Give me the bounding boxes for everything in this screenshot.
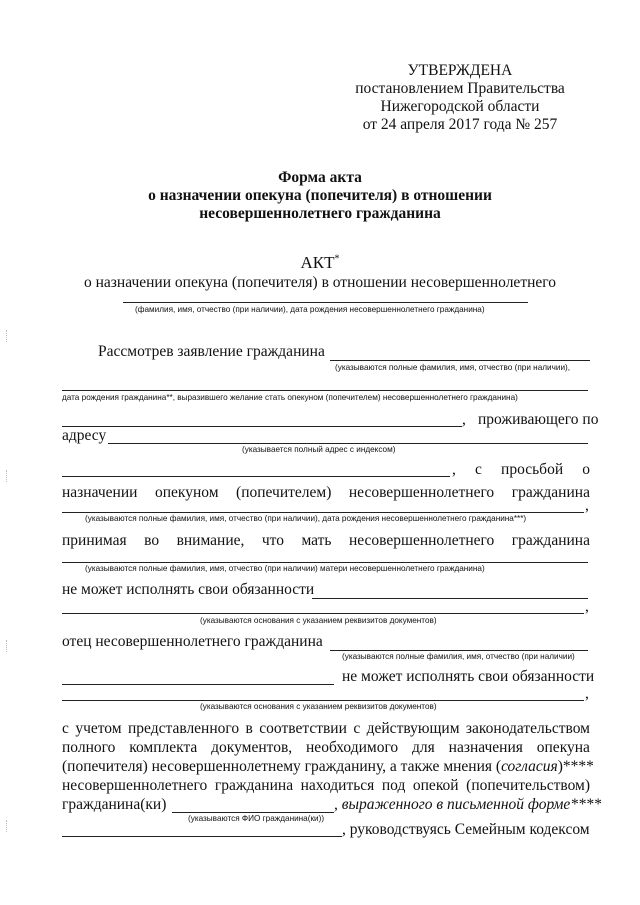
approval-line: от 24 апреля 2017 года № 257 <box>362 116 558 133</box>
word: комплекта <box>129 739 198 756</box>
body-line <box>62 532 590 550</box>
fill-line <box>62 684 334 685</box>
approval-line: Нижегородской области <box>380 98 540 115</box>
word: назначении <box>62 484 138 501</box>
hint-text: (указываются ФИО гражданина(ки)) <box>188 814 325 823</box>
word: о <box>582 461 590 478</box>
fill-line <box>62 613 584 614</box>
word: внимание, <box>176 532 245 549</box>
fill-line <box>330 360 590 361</box>
word: просьбой <box>501 461 564 478</box>
fill-line <box>62 390 588 391</box>
word: гражданина <box>214 777 294 794</box>
word: несовершеннолетнего <box>348 484 495 501</box>
act-heading <box>0 253 640 273</box>
body-text: проживающего по <box>478 411 599 428</box>
body-line <box>62 739 590 757</box>
hint-text: (указываются полные фамилия, имя, отчество (при наличии), <box>335 363 571 372</box>
word: необходимого <box>306 739 399 756</box>
act-heading-text: АКТ <box>300 253 335 272</box>
margin-mark <box>6 470 11 482</box>
hint-text: (указываются полные фамилия, имя, отчество (при наличии) <box>342 652 575 661</box>
fill-line <box>312 598 588 599</box>
form-title: несовершеннолетнего гражданина <box>199 205 441 222</box>
body-text: гражданина(ки) <box>62 796 167 813</box>
body-line <box>62 720 590 738</box>
word: представленного <box>128 720 240 737</box>
word: находиться <box>300 777 375 794</box>
word: несовершеннолетнего <box>348 532 495 549</box>
word: полного <box>62 739 116 756</box>
fill-line <box>62 562 588 563</box>
fill-line <box>172 812 334 813</box>
hint-text: (указываются полные фамилия, имя, отчество (при наличии), дата рождения несовершеннолетнего гражданина***) <box>85 514 527 523</box>
word: действующим <box>366 720 460 737</box>
body-text: (попечителя) несовершеннолетнему гражданину, а также мнения ( <box>62 758 502 775</box>
body-text: , руководствуясь Семейным кодексом <box>342 821 590 838</box>
word: принимая <box>62 532 127 549</box>
word: документов, <box>211 739 293 756</box>
fill-line <box>108 443 588 444</box>
body-text-italic: , выраженного в письменной форме**** <box>334 796 602 813</box>
word: (попечительством) <box>466 777 590 794</box>
word: опекой <box>412 777 459 794</box>
body-line <box>452 461 590 479</box>
hint-text: (указываются основания с указанием реквизитов документов) <box>200 616 437 625</box>
hint-text: (указываются полные фамилия, имя, отчество (при наличии) матери несовершеннолетнего гражданина) <box>85 564 485 573</box>
body-line <box>62 484 590 502</box>
hint-text: (фамилия, имя, отчество (при наличии), дата рождения несовершеннолетнего гражданина) <box>135 305 485 314</box>
body-text-italic: согласия <box>501 758 558 775</box>
form-title: о назначении опекуна (попечителя) в отношении <box>148 187 492 204</box>
word: под <box>381 777 406 794</box>
body-text: , <box>462 411 466 428</box>
hint-text: дата рождения гражданина**, выразившего желание стать опекуном (попечителем) несовершеннолетнего гражданина) <box>62 393 518 402</box>
margin-mark <box>6 330 11 342</box>
fill-line <box>62 426 462 427</box>
word: с <box>475 461 482 478</box>
word: в <box>245 720 253 737</box>
body-text: , <box>585 598 589 615</box>
word: учетом <box>75 720 122 737</box>
form-title: Форма акта <box>278 169 362 186</box>
word: с <box>62 720 69 737</box>
word: несовершеннолетнего <box>62 777 208 794</box>
word: во <box>144 532 160 549</box>
body-text: не может исполнять свои обязанности <box>62 581 315 598</box>
footnote-mark: * <box>334 253 340 265</box>
fill-line <box>330 650 588 651</box>
body-text: , <box>585 685 589 702</box>
word: законодательством <box>465 720 590 737</box>
word: мать <box>301 532 332 549</box>
word: гражданина <box>511 532 590 549</box>
word: гражданина <box>511 484 590 501</box>
word: (попечителем) <box>236 484 332 501</box>
approval-title: УТВЕРЖДЕНА <box>407 62 513 79</box>
act-subheading: о назначении опекуна (попечителя) в отношении несовершеннолетнего <box>83 274 556 291</box>
margin-mark <box>6 820 11 832</box>
fill-line <box>62 836 342 837</box>
word: для <box>412 739 435 756</box>
hint-text: (указывается полный адрес с индексом) <box>242 445 396 454</box>
word: что <box>261 532 284 549</box>
fill-line <box>123 302 528 303</box>
body-text: Рассмотрев заявление гражданина <box>98 343 325 360</box>
margin-mark <box>6 640 11 652</box>
fill-line <box>62 700 584 701</box>
fill-line <box>62 476 450 477</box>
body-text: , <box>585 497 589 514</box>
body-text: отец несовершеннолетнего гражданина <box>62 633 323 650</box>
word: назначения <box>448 739 523 756</box>
approval-line: постановлением Правительства <box>355 80 565 97</box>
word: , <box>452 461 456 478</box>
body-text: адресу <box>62 427 107 444</box>
word: опекуном <box>154 484 219 501</box>
word: с <box>353 720 361 737</box>
word: соответствии <box>259 720 347 737</box>
hint-text: (указываются основания с указанием реквизитов документов) <box>200 702 437 711</box>
body-text: не может исполнять свои обязанности <box>342 668 595 685</box>
body-line <box>62 777 590 795</box>
word: опекуна <box>536 739 590 756</box>
fill-line <box>62 512 584 513</box>
body-line <box>62 758 594 776</box>
body-text: )**** <box>557 758 594 775</box>
